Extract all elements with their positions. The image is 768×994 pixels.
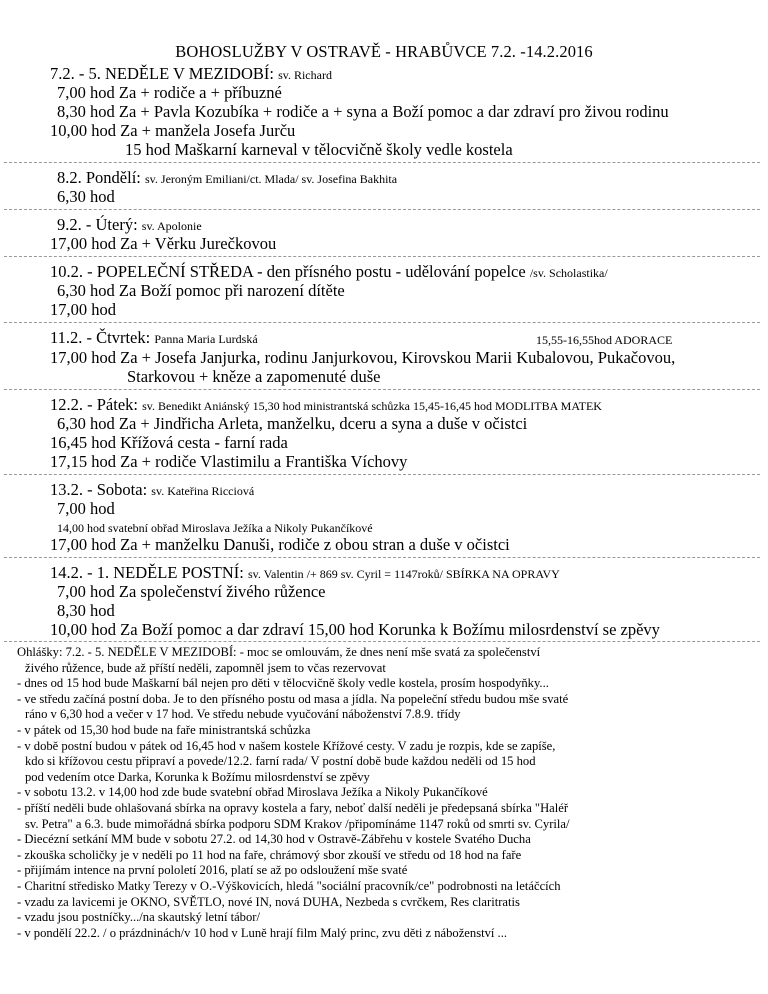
day-label: 14.2. - 1. NEDĚLE POSTNÍ: (50, 563, 248, 582)
announcement-line: - vzadu za lavicemi je OKNO, SVĚTLO, nové IN, nová DUHA, Nezbeda s cvrčkem, Res claritratis (17, 894, 520, 909)
announcement-line: - v době postní budou v pátek od 16,45 hod v našem kostele Křížové cesty. V zadu je rozpis, kde se zapíše, (17, 738, 556, 753)
page-title: BOHOSLUŽBY V OSTRAVĚ - HRABŮVCE 7.2. -14.2.2016 (175, 42, 593, 61)
announcement-line: ráno v 6,30 hod a večer v 17 hod. Ve středu nebude vyučování náboženství 7.8.9. třídy (25, 707, 461, 722)
mass-entry: 10,00 hod Za + manžela Josefa Jurču (50, 121, 296, 140)
announcement-line: - Diecézní setkání MM bude v sobotu 27.2. od 14,30 hod v Ostravě-Zábřehu v kostele Svatého Ducha (17, 832, 531, 847)
mass-entry: 17,00 hod Za + Věrku Jurečkovou (50, 234, 277, 253)
friday-heading (50, 395, 602, 416)
day-label: 9.2. - Úterý: (57, 215, 142, 234)
separator (4, 474, 760, 475)
announcement-line: - příští neděli bude ohlašovaná sbírka na opravy kostela a fary, neboť další neděli je předepsaná sbírka "Haléř (17, 800, 569, 815)
day-label: 11.2. - Čtvrtek: (50, 328, 155, 347)
day-label: 7.2. - 5. NEDĚLE V MEZIDOBÍ: (50, 64, 279, 83)
mass-entry: 6,30 hod Za Boží pomoc při narození dítěte (57, 281, 345, 300)
announcement-line: živého růžence, bude až příští neděli, zapomněl jsem to včas rezervovat (25, 660, 386, 675)
announcement-line: - dnes od 15 hod bude Maškarní bál nejen pro děti v tělocvičně školy vedle kostela, prosím hospodyňky... (17, 676, 549, 691)
saint-name: sv. Richard (278, 68, 332, 82)
announcements (17, 645, 762, 941)
event-entry: 15 hod Maškarní karneval v tělocvičně školy vedle kostela (125, 140, 513, 159)
sunday2-heading (50, 563, 560, 584)
saint-name: sv. Kateřina Ricciová (151, 484, 255, 498)
announcement-line: - v sobotu 13.2. v 14,00 hod zde bude svatební obřad Miroslava Ježíka a Nikoly Pukančíkové (17, 785, 488, 800)
mass-entry: 7,00 hod Za společenství živého růžence (57, 582, 326, 601)
announcement-line: sv. Petra" a 6.3. bude mimořádná sbírka podporu SDM Krakov /připomínáme 1147 roků od smrti sv. Cyrila/ (25, 816, 570, 831)
separator (4, 162, 760, 163)
mass-entry-continued: Starkovou + kněze a zapomenuté duše (127, 367, 381, 386)
separator (4, 322, 760, 323)
separator (4, 641, 760, 642)
day-label: 10.2. - POPELEČNÍ STŘEDA - den přísného postu - udělování popelce (50, 262, 530, 281)
saint-name: sv. Valentin /+ 869 sv. Cyril = 1147roků/ SBÍRKA NA OPRAVY (247, 567, 560, 581)
mass-entry: 8,30 hod Za + Pavla Kozubíka + rodiče a + syna a Boží pomoc a dar zdraví pro živou rodinu (57, 102, 669, 121)
announcement-line: - vzadu jsou postníčky.../na skautský letní tábor/ (17, 910, 260, 925)
announcement-line: - v pondělí 22.2. / o prázdninách/v 10 hod v Luně hrají film Malý princ, zvu děti z náboženství ... (17, 925, 507, 940)
announcement-line: Ohlášky: 7.2. - 5. NEDĚLE V MEZIDOBÍ: - moc se omlouvám, že dnes není mše svatá za společenství (17, 645, 541, 659)
mass-entry: 7,00 hod Za + rodiče a + příbuzné (57, 83, 282, 102)
mass-entry: 17,00 hod Za + Josefa Janjurka, rodinu Janjurkovou, Kirovskou Marii Kubalovou, Pukačovou, (50, 348, 676, 367)
saint-name: /sv. Scholastika/ (529, 266, 608, 280)
day-label: 8.2. Pondělí: (57, 168, 146, 187)
separator (4, 256, 760, 257)
announcement-line: - zkouška scholičky je v neděli po 11 hod na faře, chrámový sbor zkouší ve středu od 18 hod na faře (17, 847, 522, 862)
mass-entry: 17,00 hod Za + manželku Danuši, rodiče z obou stran a duše v očistci (50, 535, 510, 554)
mass-entry: 6,30 hod Za + Jindřicha Arleta, manželku, dceru a syna a duše v očistci (57, 414, 528, 433)
saturday-heading (50, 480, 254, 501)
announcement-line: - přijímám intence na první pololetí 2016, platí se až po odsloužení mše svaté (17, 863, 408, 878)
separator (4, 557, 760, 558)
mass-entry: 17,15 hod Za + rodiče Vlastimilu a Františka Víchovy (50, 452, 408, 471)
monday-heading (57, 168, 397, 189)
saint-name: sv. Jeroným Emiliani/ct. Mlada/ sv. Josefina Bakhita (145, 172, 398, 186)
mass-entry: 6,30 hod (57, 187, 115, 206)
mass-entry: 10,00 hod Za Boží pomoc a dar zdraví 15,00 hod Korunka k Božímu milosrdenství se zpěvy (50, 620, 660, 639)
saint-name: sv. Benedikt Aniánský 15,30 hod ministrantská schůzka 15,45-16,45 hod MODLITBA MATEK (142, 399, 602, 413)
tuesday-heading (57, 215, 202, 236)
day-label: 13.2. - Sobota: (50, 480, 152, 499)
wednesday-heading (50, 262, 608, 283)
announcement-line: kdo si křížovou cestu připraví a povede/12.2. farní rada/ V postní době bude každou neděli od 15 hod (25, 754, 536, 769)
day-label: 12.2. - Pátek: (50, 395, 143, 414)
announcement-line: pod vedením otce Darka, Korunka k Božímu milosrdenství se zpěvy (25, 769, 370, 784)
announcement-line: - ve středu začíná postní doba. Je to den přísného postu od masa a jídla. Na popeleční středu budou mše svaté (17, 691, 569, 706)
mass-entry: 8,30 hod (57, 601, 115, 620)
sunday1-heading (50, 64, 332, 85)
announcement-line: - Charitní středisko Matky Terezy v O.-Výškovicích, hledá "sociální pracovník/ce" podrobnosti na letáčcích (17, 878, 561, 893)
separator (4, 209, 760, 210)
saint-name: sv. Apolonie (141, 219, 202, 233)
event-entry: 16,45 hod Křížová cesta - farní rada (50, 433, 288, 452)
event-entry: 14,00 hod svatební obřad Miroslava Ježíka a Nikoly Pukančíkové (57, 521, 373, 535)
thursday-heading (50, 328, 258, 349)
mass-entry: 17,00 hod (50, 300, 116, 319)
mass-entry: 7,00 hod (57, 499, 115, 518)
saint-name: Panna Maria Lurdská (154, 332, 258, 346)
announcement-line: - v pátek od 15,30 hod bude na faře ministrantská schůzka (17, 722, 311, 737)
adoration-note: 15,55-16,55hod ADORACE (536, 333, 673, 347)
separator (4, 389, 760, 390)
